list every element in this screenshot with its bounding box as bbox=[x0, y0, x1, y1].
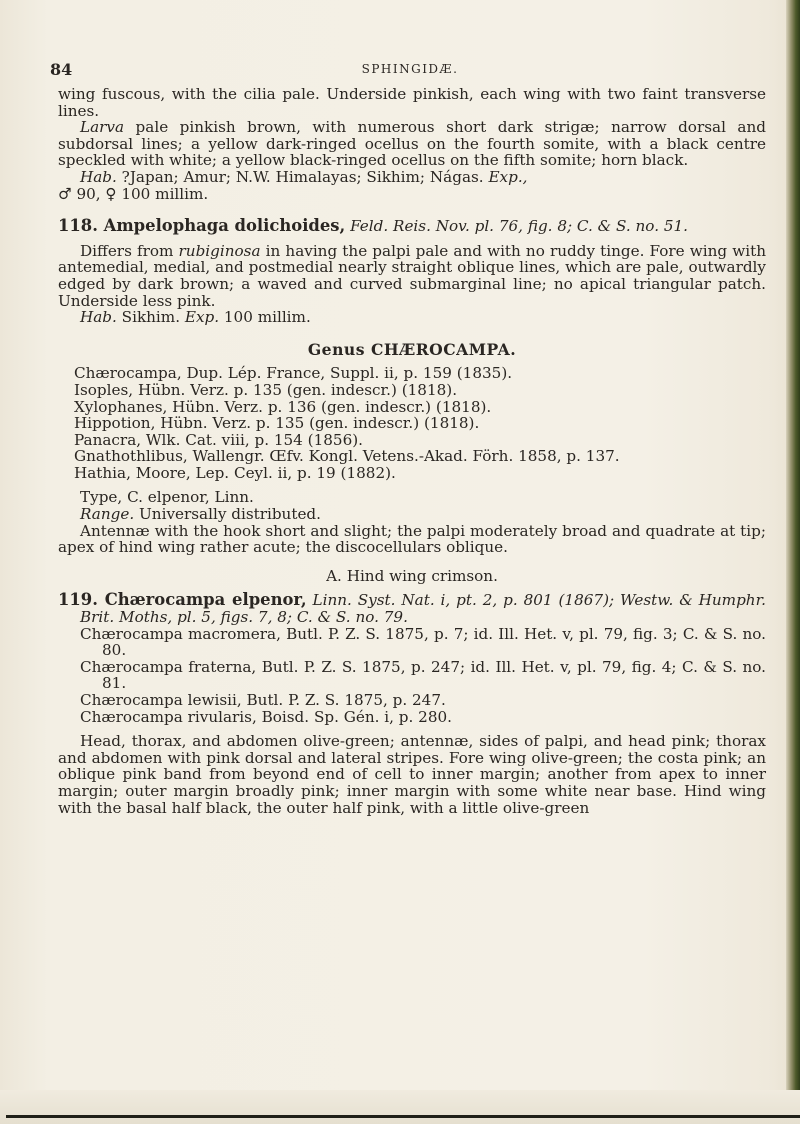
larva-text: pale pinkish brown, with numerous short dark strigæ; narrow dorsal and subdorsal lines; a yellow dark-ringed ocellus on the fourth somite, with a black centre speckled with white; a yellow black-ringed ocellus on the fifth somite; horn black. bbox=[58, 118, 766, 170]
synonym-line: Xylophanes, Hübn. Verz. p. 136 (gen. indescr.) (1818). bbox=[74, 397, 492, 416]
entry-118-exp-label: Exp. bbox=[184, 308, 220, 327]
synonym-line: Isoples, Hübn. Verz. p. 135 (gen. indescr.) (1818). bbox=[74, 380, 458, 399]
synonym-line: Panacra, Wlk. Cat. viii, p. 154 (1856). bbox=[74, 430, 363, 449]
synonym-line: Hippotion, Hübn. Verz. p. 135 (gen. indescr.) (1818). bbox=[74, 414, 480, 433]
entry-118-description bbox=[58, 243, 766, 309]
synonym-line: Gnathothlibus, Wallengr. Œfv. Kongl. Vetens.-Akad. Förh. 1858, p. 137. bbox=[74, 447, 620, 466]
entry-119-title: 119. Chærocampa elpenor, bbox=[58, 590, 307, 610]
entry-118-desc-a: Differs from bbox=[80, 241, 179, 260]
larva-label: Larva bbox=[80, 118, 125, 137]
entry-118-heading bbox=[58, 218, 766, 235]
exp-label: Exp., bbox=[488, 167, 528, 186]
page-edge-right bbox=[786, 0, 800, 1124]
synonym-line: Hathia, Moore, Lep. Ceyl. ii, p. 19 (1882). bbox=[74, 463, 396, 482]
entry-118-title: 118. Ampelophaga dolichoides, bbox=[58, 216, 346, 236]
synonym-line: Chærocampa, Dup. Lép. France, Suppl. ii, p. 159 (1835). bbox=[74, 364, 513, 383]
page-body bbox=[58, 86, 766, 816]
bottom-rule bbox=[6, 1115, 800, 1118]
hab-text: ?Japan; Amur; N.W. Himalayas; Sikhim; Nágas. bbox=[116, 167, 484, 186]
entry-119-description: Head, thorax, and abdomen olive-green; antennæ, sides of palpi, and head pink; thorax and abdomen with pink dorsal and lateral stripes. Fore wing olive-green; the costa pink; an oblique pink band from beyond end of cell to inner margin; another from apex to inner margin; outer margin broadly pink; inner margin with some white near base. Hind wing with the basal half black, the outer half pink, with a little olive-green bbox=[58, 732, 766, 817]
entry-118-exp-text: 100 millim. bbox=[219, 308, 311, 327]
entry-118-habitat bbox=[58, 309, 766, 326]
entry-118-hab-text: Sikhim. bbox=[116, 308, 185, 327]
exp-text: ♂ 90, ♀ 100 millim. bbox=[58, 184, 209, 203]
entry-119-citation: Linn. Syst. Nat. i, pt. 2, p. 801 (1867); Westw. & Humphr. Brit. Moths, pl. 5, figs. 7, 8; C. & S. no. 79. bbox=[80, 591, 766, 627]
entry-118-desc-italic: rubiginosa bbox=[178, 241, 261, 260]
entry-119-synonym: Chærocampa rivularis, Boisd. Sp. Gén. i, p. 280. bbox=[80, 707, 452, 726]
genus-heading: Genus CHÆROCAMPA. bbox=[307, 339, 517, 359]
entry-119-synonym: Chærocampa macromera, Butl. P. Z. S. 1875, p. 7; id. Ill. Het. v, pl. 79, fig. 3; C. & S. no. 80. bbox=[80, 624, 766, 660]
range-text: Universally distributed. bbox=[134, 505, 321, 524]
genus-description: Antennæ with the hook short and slight; the palpi moderately broad and quadrate at tip; apex of hind wing rather acute; the discocellulars oblique. bbox=[58, 521, 766, 557]
entry-119-synonym: Chærocampa lewisii, Butl. P. Z. S. 1875, p. 247. bbox=[80, 691, 446, 709]
habitat-paragraph bbox=[58, 169, 766, 202]
genus-range bbox=[58, 506, 766, 523]
entry-119-synonym: Chærocampa fraterna, Butl. P. Z. S. 1875, p. 247; id. Ill. Het. v, pl. 79, fig. 4; C. & S. no. 81. bbox=[80, 657, 766, 693]
running-title: SPHINGIDÆ. bbox=[361, 62, 459, 76]
entry-119-heading bbox=[58, 592, 766, 625]
entry-118-citation: Feld. Reis. Nov. pl. 76, fig. 8; C. & S. no. 51. bbox=[345, 217, 688, 236]
page-number: 84 bbox=[50, 60, 73, 79]
entry-118-hab-label: Hab. bbox=[80, 308, 117, 327]
entry-118-desc-b: in having the palpi pale and with no ruddy tinge. Fore wing with antemedial, medial, and postmedial nearly straight oblique lines, which are pale, outwardly edged by dark brown; a waved and curved submarginal line; no apical triangular patch. Underside less pink. bbox=[58, 241, 767, 310]
range-label: Range. bbox=[80, 505, 135, 524]
section-a-heading: A. Hind wing crimson. bbox=[326, 566, 498, 585]
hab-label: Hab. bbox=[80, 167, 117, 186]
page-header bbox=[50, 60, 770, 78]
genus-type: Type, C. elpenor, Linn. bbox=[80, 488, 254, 507]
page-edge-bottom bbox=[0, 1090, 800, 1124]
wing-description: wing fuscous, with the cilia pale. Underside pinkish, each wing with two faint transverse lines. bbox=[58, 85, 766, 120]
larva-paragraph bbox=[58, 119, 766, 169]
